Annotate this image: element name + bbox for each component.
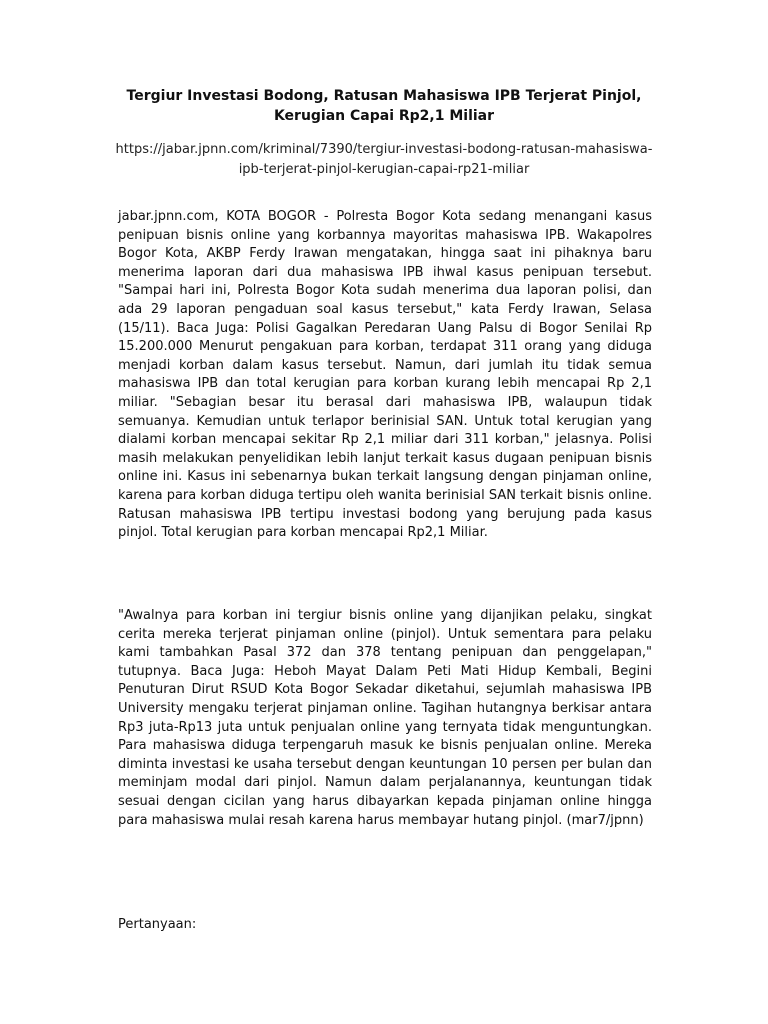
article-title: Tergiur Investasi Bodong, Ratusan Mahasiswa IPB Terjerat Pinjol, Kerugian Capai Rp2,1 Miliar <box>126 88 642 124</box>
question-label: Pertanyaan: <box>118 917 197 932</box>
article-paragraph-2: "Awalnya para korban ini tergiur bisnis online yang dijanjikan pelaku, singkat cerita mereka terjerat pinjaman online (pinjol). Untuk sementara para pelaku kami tambahkan Pasal 372 dan 378 tentang penipuan dan penggelapan," tutupnya. Baca Juga: Heboh Mayat Dalam Peti Mati Hidup Kembali, Begini Penuturan Dirut RSUD Kota Bogor Sekadar diketahui, sejumlah mahasiswa IPB University mengaku terjerat pinjaman online. Tagihan hutangnya berkisar antara Rp3 juta-Rp13 juta untuk penjualan online yang ternyata tidak menguntungkan. Para mahasiswa diduga terpengaruh masuk ke bisnis penjualan online. Mereka diminta investasi ke usaha tersebut dengan keuntungan 10 persen per bulan dan meminjam modal dari pinjol. Namun dalam perjalanannya, keuntungan tidak sesuai dengan cicilan yang harus dibayarkan kepada pinjaman online hingga para mahasiswa mulai resah karena harus membayar hutang pinjol. (mar7/jpnn) <box>118 608 652 828</box>
article-paragraph-1: jabar.jpnn.com, KOTA BOGOR - Polresta Bogor Kota sedang menangani kasus penipuan bisnis online yang korbannya mayoritas mahasiswa IPB. Wakapolres Bogor Kota, AKBP Ferdy Irawan mengatakan, hingga saat ini pihaknya baru menerima laporan dari dua mahasiswa IPB ihwal kasus penipuan tersebut. "Sampai hari ini, Polresta Bogor Kota sudah menerima dua laporan polisi, dan ada 29 laporan pengaduan soal kasus tersebut," kata Ferdy Irawan, Selasa (15/11). Baca Juga: Polisi Gagalkan Peredaran Uang Palsu di Bogor Senilai Rp 15.200.000 Menurut pengakuan para korban, terdapat 311 orang yang diduga menjadi korban dalam kasus tersebut. Namun, dari jumlah itu tidak semua mahasiswa IPB dan total kerugian para korban kurang lebih mencapai Rp 2,1 miliar. "Sebagian besar itu berasal dari mahasiswa IPB, walaupun tidak semuanya. Kemudian untuk terlapor berinisial SAN. Untuk total kerugian yang dialami korban mencapai sekitar Rp 2,1 miliar dari 311 korban," jelasnya. Polisi masih melakukan penyelidikan lebih lanjut terkait kasus dugaan penipuan bisnis online ini. Kasus ini sebenarnya bukan terkait langsung dengan pinjaman online, karena para korban diduga tertipu oleh wanita berinisial SAN terkait bisnis online. Ratusan mahasiswa IPB tertipu investasi bodong yang berujung pada kasus pinjol. Total kerugian para korban mencapai Rp2,1 Miliar. <box>118 209 652 541</box>
article-source-url: https://jabar.jpnn.com/kriminal/7390/tergiur-investasi-bodong-ratusan-mahasiswa-ipb-terjerat-pinjol-kerugian-capai-rp21-miliar <box>115 142 653 177</box>
